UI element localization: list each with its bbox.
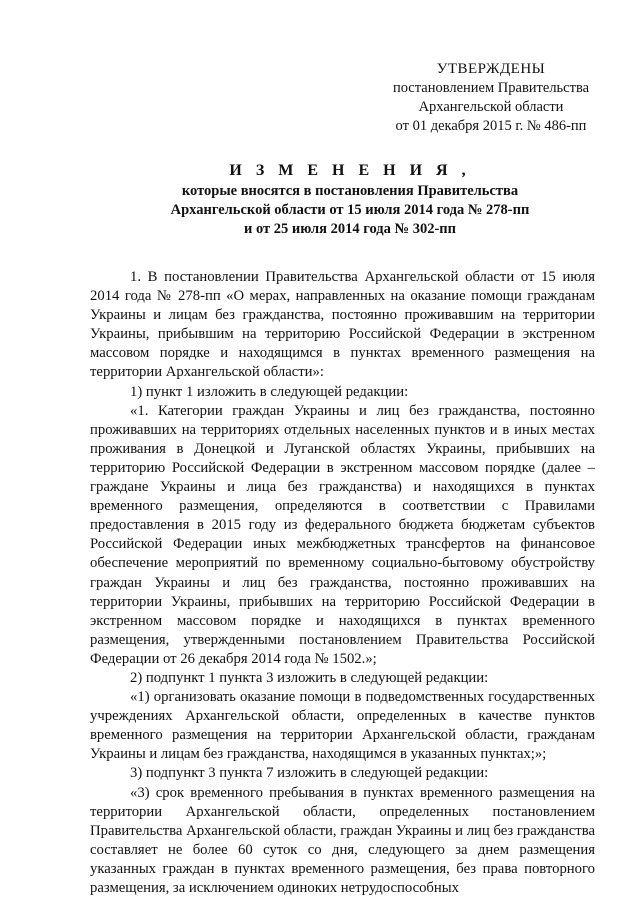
approval-title: УТВЕРЖДЕНЫ (436, 61, 546, 77)
document-header (80, 160, 620, 239)
document-subtitle-line: которые вносятся в постановления Правительства (181, 183, 519, 199)
document-subtitle-line: и от 25 июля 2014 года № 302-пп (244, 221, 456, 237)
approval-line: от 01 декабря 2015 г. № 486-пп (395, 118, 587, 134)
approval-line: Архангельской области (418, 99, 564, 115)
document-body (90, 268, 595, 898)
paragraph: 1) пункт 1 изложить в следующей редакции: (130, 383, 409, 400)
approval-line: постановлением Правительства (392, 80, 590, 96)
paragraph: 1. В постановлении Правительства Архангельской области от 15 июля 2014 года № 278-пп «О мерах, направленных на оказание помощи гражданам Украины и лицам без гражданства, постоянно проживавшим на территории Украины, прибывшим на территорию Российской Федерации в экстренном массовом порядке и находящимся в пунктах временного размещения на территории Архангельской области»: (90, 269, 595, 381)
document-subtitle-line: Архангельской области от 15 июля 2014 года № 278-пп (170, 202, 530, 218)
paragraph: «1. Категории граждан Украины и лиц без гражданства, постоянно проживавших на территориях отдельных населенных пунктов и в иных местах проживания в Донецкой и Луганской областях Украины, прибывших на территорию Российской Федерации в экстренном массовом порядке (далее – граждане Украины и лица без гражданства) и находящихся в пунктах временного размещения, определяются в соответствии с Правилами предоставления в 2015 году из федерального бюджета бюджетам субъектов Российской Федерации иных межбюджетных трансфертов на финансовое обеспечение мероприятий по временному социально-бытовому обустройству граждан Украины и лиц без гражданства, постоянно проживавших на территории Украины, прибывших на территорию Российской Федерации в экстренном массовом порядке и находящихся в пунктах временного размещения, утвержденными постановлением Правительства Российской Федерации от 26 декабря 2014 года № 1502.»; (90, 402, 595, 667)
paragraph: «3) срок временного пребывания в пунктах временного размещения на территории Архангельской области, определенных постановлением Правительства Архангельской области, граждан Украины и лиц без гражданства составляет не более 60 суток со дня, следующего за днем размещения указанных граждан в пунктах временного размещения, без права повторного размещения, за исключением одиноких нетрудоспособных (90, 784, 595, 896)
paragraph: «1) организовать оказание помощи в подведомственных государственных учреждениях Архангельской области, определенных в качестве пунктов временного размещения на территории Архангельской области, гражданам Украины и лицам без гражданства, находящимся в указанных пунктах;»; (90, 689, 595, 763)
paragraph: 3) подпункт 3 пункта 7 изложить в следующей редакции: (130, 765, 489, 782)
document-title: И З М Е Н Е Н И Я , (229, 162, 471, 179)
paragraph: 2) подпункт 1 пункта 3 изложить в следующей редакции: (130, 669, 489, 686)
approval-stamp (360, 60, 622, 136)
